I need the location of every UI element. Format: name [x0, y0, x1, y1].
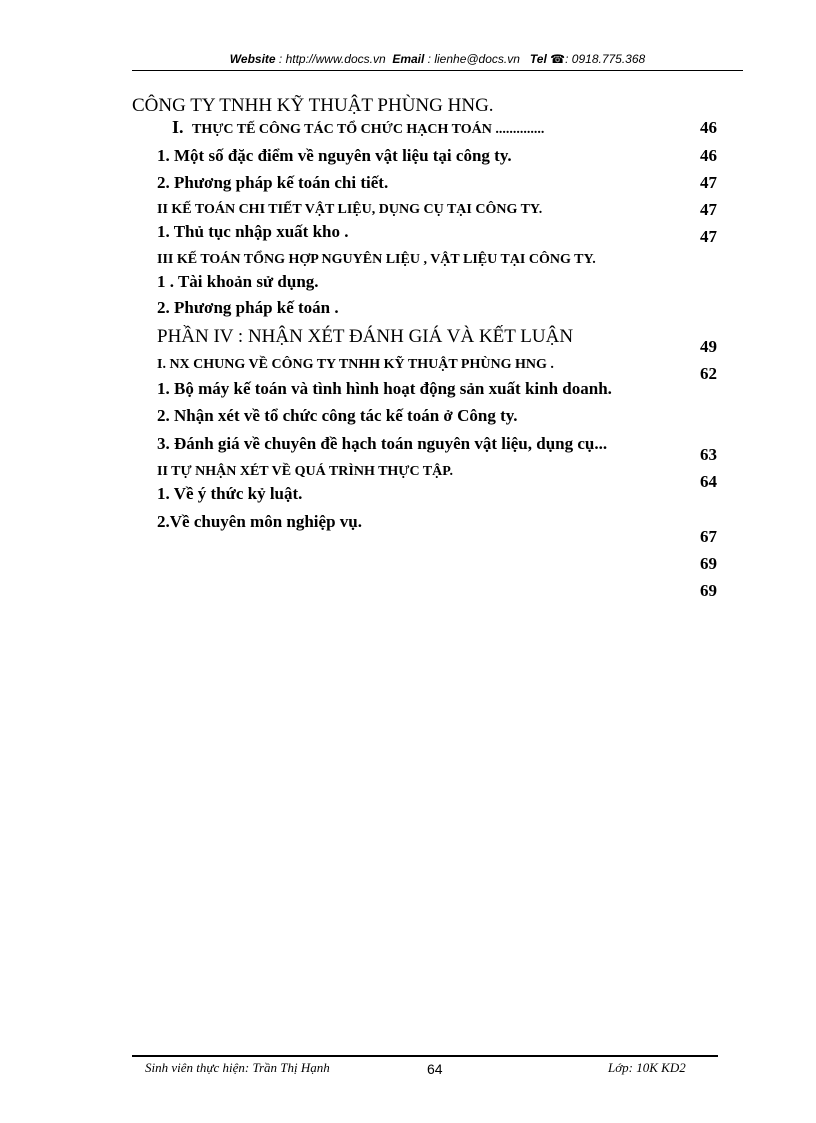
toc-line: 2. Phương pháp kế toán . [157, 298, 339, 317]
toc-line: 3. Đánh giá về chuyên đề hạch toán nguyên vật liệu, dụng cụ... [157, 434, 608, 453]
toc-line: 2. Nhận xét về tổ chức công tác kế toán ở Công ty. [157, 406, 518, 425]
footer-class: Lớp: 10K KD2 [608, 1060, 686, 1075]
page-number: 47 [700, 227, 717, 246]
toc-line: 1. Thủ tục nhập xuất kho . [157, 222, 349, 241]
page-number: 69 [700, 554, 717, 573]
email-label: Email [392, 52, 425, 66]
website-value: : http://www.docs.vn [278, 52, 386, 66]
toc-line-company: CÔNG TY TNHH KỸ THUẬT PHÙNG HNG. [132, 95, 494, 116]
page-number: 63 [700, 445, 717, 464]
tel-label: Tel [529, 52, 547, 66]
page-number: 67 [700, 527, 717, 546]
toc-line: 1. Về ý thức kỷ luật. [157, 484, 303, 503]
footer-divider [132, 1055, 718, 1057]
page-number: 49 [700, 337, 717, 356]
toc-line: 1. Một số đặc điểm về nguyên vật liệu tại công ty. [157, 146, 512, 165]
page-number: 47 [700, 173, 717, 192]
toc-line-part-iv: PHẦN IV : NHẬN XÉT ĐÁNH GIÁ VÀ KẾT LUẬN [157, 326, 574, 347]
toc-line: 1. Bộ máy kế toán và tình hình hoạt động sản xuất kinh doanh. [157, 379, 612, 398]
toc-line: II TỰ NHẬN XÉT VỀ QUÁ TRÌNH THỰC TẬP. [157, 464, 454, 479]
page-number: 62 [700, 364, 717, 383]
page-number: 64 [700, 472, 717, 491]
website-label: Website [229, 52, 276, 66]
email-value: : lienhe@docs.vn [427, 52, 520, 66]
page-number: 47 [700, 200, 717, 219]
page-number: 46 [700, 118, 717, 137]
toc-line: 2.Về chuyên môn nghiệp vụ. [157, 512, 362, 531]
toc-line: II KẾ TOÁN CHI TIẾT VẬT LIỆU, DỤNG CỤ TẠI CÔNG TY. [157, 202, 543, 217]
toc-line-practice: THỰC TẾ CÔNG TÁC TỔ CHỨC HẠCH TOÁN .............. [192, 122, 545, 137]
toc-line: 1 . Tài khoản sử dụng. [157, 272, 319, 291]
toc-line-roman: I. [172, 117, 184, 137]
toc-line: I. NX CHUNG VỀ CÔNG TY TNHH KỸ THUẬT PHÙNG HNG . [157, 357, 554, 372]
phone-icon: ☎ [550, 52, 566, 66]
footer-page-number: 64 [427, 1061, 443, 1077]
header-divider [132, 70, 743, 71]
footer-student: Sinh viên thực hiện: Trần Thị Hạnh [145, 1060, 330, 1075]
page-number: 69 [700, 581, 717, 600]
toc-line: III KẾ TOÁN TỔNG HỢP NGUYÊN LIỆU , VẬT LIỆU TẠI CÔNG TY. [157, 252, 596, 267]
page-number: 46 [700, 146, 717, 165]
tel-value: : 0918.775.368 [565, 52, 646, 66]
toc-line: 2. Phương pháp kế toán chi tiết. [157, 173, 389, 192]
page-header [132, 52, 743, 66]
